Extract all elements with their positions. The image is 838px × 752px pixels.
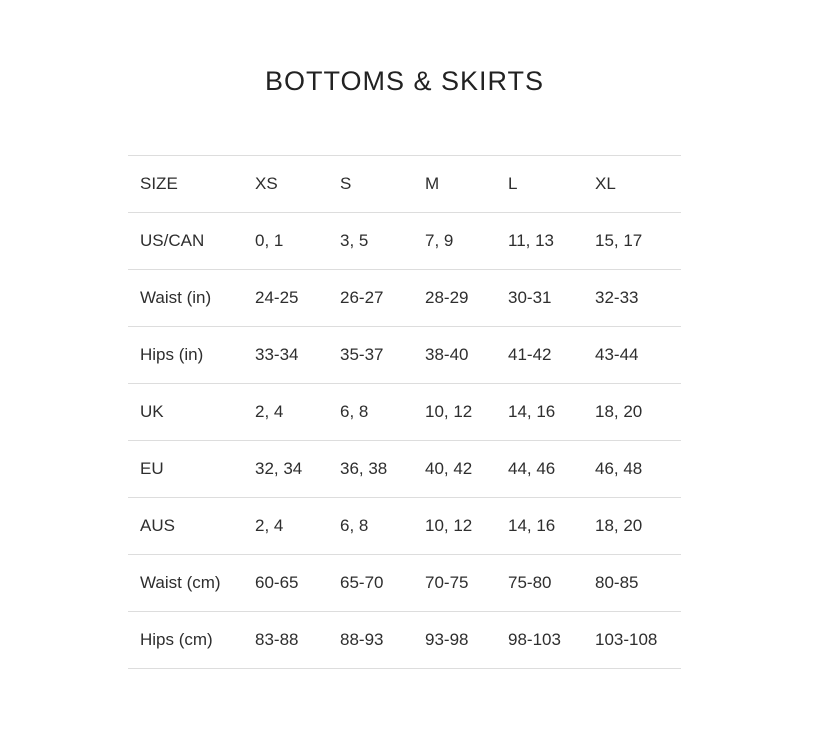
size-cell: 32-33 xyxy=(583,270,681,327)
size-cell: 18, 20 xyxy=(583,498,681,555)
table-row xyxy=(128,612,681,669)
column-header-xs: XS xyxy=(243,156,328,213)
size-cell: 88-93 xyxy=(328,612,413,669)
size-cell: 6, 8 xyxy=(328,498,413,555)
column-header-xl: XL xyxy=(583,156,681,213)
table-row xyxy=(128,498,681,555)
size-cell: 60-65 xyxy=(243,555,328,612)
size-cell: 6, 8 xyxy=(328,384,413,441)
size-cell: 0, 1 xyxy=(243,213,328,270)
table-row xyxy=(128,213,681,270)
size-cell: 10, 12 xyxy=(413,498,496,555)
row-label: Hips (in) xyxy=(128,327,243,384)
size-cell: 40, 42 xyxy=(413,441,496,498)
size-cell: 10, 12 xyxy=(413,384,496,441)
size-cell: 35-37 xyxy=(328,327,413,384)
table-row xyxy=(128,555,681,612)
size-cell: 15, 17 xyxy=(583,213,681,270)
size-cell: 65-70 xyxy=(328,555,413,612)
size-cell: 32, 34 xyxy=(243,441,328,498)
column-header-size: SIZE xyxy=(128,156,243,213)
header-row xyxy=(128,156,681,213)
size-cell: 103-108 xyxy=(583,612,681,669)
column-header-l: L xyxy=(496,156,583,213)
row-label: Waist (cm) xyxy=(128,555,243,612)
size-table-body xyxy=(128,213,681,669)
size-cell: 44, 46 xyxy=(496,441,583,498)
size-cell: 43-44 xyxy=(583,327,681,384)
size-cell: 18, 20 xyxy=(583,384,681,441)
size-cell: 83-88 xyxy=(243,612,328,669)
size-chart-table xyxy=(128,155,681,669)
row-label: UK xyxy=(128,384,243,441)
size-cell: 26-27 xyxy=(328,270,413,327)
column-header-m: M xyxy=(413,156,496,213)
size-cell: 70-75 xyxy=(413,555,496,612)
size-cell: 28-29 xyxy=(413,270,496,327)
size-cell: 3, 5 xyxy=(328,213,413,270)
size-cell: 75-80 xyxy=(496,555,583,612)
row-label: Waist (in) xyxy=(128,270,243,327)
size-cell: 98-103 xyxy=(496,612,583,669)
size-cell: 14, 16 xyxy=(496,498,583,555)
size-cell: 93-98 xyxy=(413,612,496,669)
size-guide-content xyxy=(128,0,681,669)
page-title: BOTTOMS & SKIRTS xyxy=(264,66,545,96)
row-label: Hips (cm) xyxy=(128,612,243,669)
size-cell: 24-25 xyxy=(243,270,328,327)
size-cell: 2, 4 xyxy=(243,498,328,555)
size-cell: 41-42 xyxy=(496,327,583,384)
table-row xyxy=(128,327,681,384)
table-row xyxy=(128,441,681,498)
size-cell: 36, 38 xyxy=(328,441,413,498)
size-cell: 46, 48 xyxy=(583,441,681,498)
size-cell: 80-85 xyxy=(583,555,681,612)
table-row xyxy=(128,384,681,441)
size-cell: 14, 16 xyxy=(496,384,583,441)
row-label: AUS xyxy=(128,498,243,555)
column-header-s: S xyxy=(328,156,413,213)
size-cell: 33-34 xyxy=(243,327,328,384)
size-table-header xyxy=(128,156,681,213)
row-label: EU xyxy=(128,441,243,498)
size-cell: 30-31 xyxy=(496,270,583,327)
row-label: US/CAN xyxy=(128,213,243,270)
size-cell: 7, 9 xyxy=(413,213,496,270)
size-cell: 38-40 xyxy=(413,327,496,384)
size-cell: 11, 13 xyxy=(496,213,583,270)
size-cell: 2, 4 xyxy=(243,384,328,441)
table-row xyxy=(128,270,681,327)
